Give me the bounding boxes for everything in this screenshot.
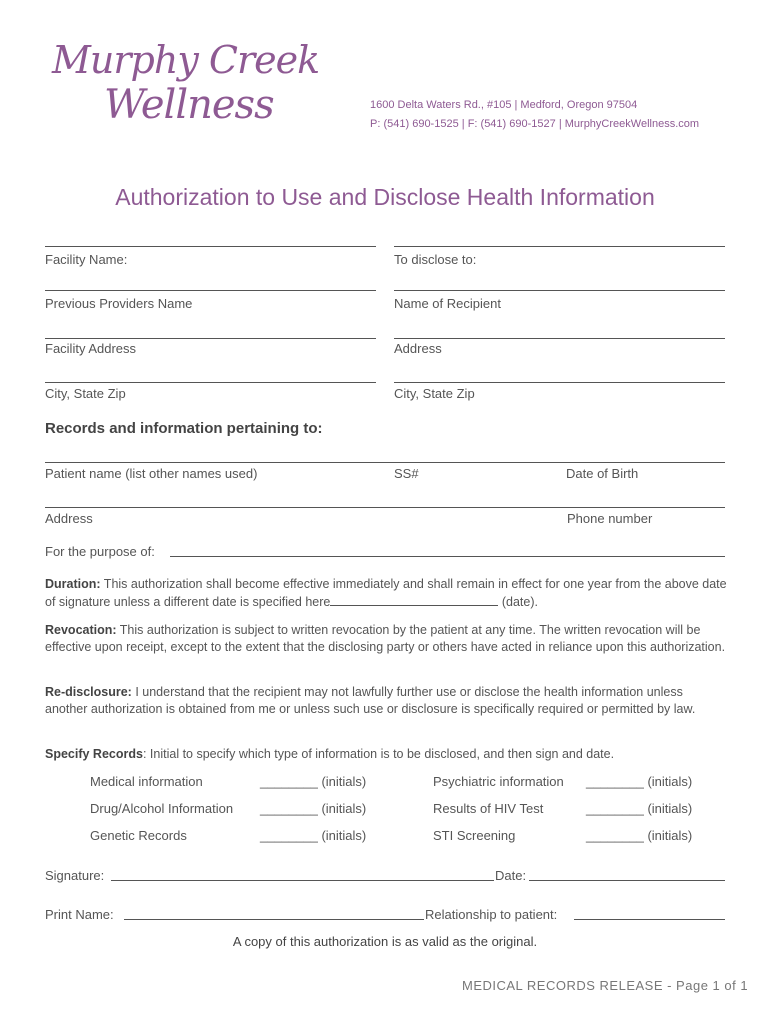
recipient-name-label: Name of Recipient (394, 296, 501, 311)
disclose-to-line[interactable] (394, 246, 725, 247)
revocation-label: Revocation: (45, 623, 117, 637)
facility-address-label: Facility Address (45, 341, 137, 356)
record-sti-initials[interactable]: ________ (initials) (586, 828, 693, 843)
records-heading: Records and information pertaining to: (45, 420, 323, 437)
redisclosure-text: I understand that the recipient may not lawfully further use or disclose the health information unless another authorization is obtained from me or unless such use or disclosure is specifically required or permitted by law. (45, 685, 696, 716)
relationship-line[interactable] (574, 919, 725, 920)
relationship-label: Relationship to patient: (425, 907, 558, 922)
specify-label: Specify Records (45, 747, 143, 761)
recipient-name-line[interactable] (394, 290, 725, 291)
duration-label: Duration: (45, 577, 101, 591)
disclose-to-label: To disclose to: (394, 252, 477, 267)
ssn-label: SS# (394, 466, 419, 481)
record-hiv-label: Results of HIV Test (433, 801, 544, 816)
facility-name-label: Facility Name: (45, 252, 128, 267)
print-name-line[interactable] (124, 919, 424, 920)
patient-address-line[interactable] (45, 507, 725, 508)
logo-murphy-creek: Murphy Creek (52, 38, 320, 82)
specify-paragraph (45, 746, 727, 763)
specify-text: : Initial to specify which type of information is to be disclosed, and then sign and date. (142, 747, 615, 761)
date-label: Date: (495, 868, 527, 883)
duration-date-suffix: (date). (498, 595, 538, 609)
facility-city-line[interactable] (45, 382, 376, 383)
record-drug-initials[interactable]: ________ (initials) (260, 801, 367, 816)
previous-provider-label: Previous Providers Name (45, 296, 193, 311)
facility-city-label: City, State Zip (45, 386, 126, 401)
date-line[interactable] (529, 880, 725, 881)
clinic-address: 1600 Delta Waters Rd., #105 | Medford, Oregon 97504 (370, 99, 638, 111)
patient-name-label: Patient name (list other names used) (45, 466, 258, 481)
redisclosure-label: Re-disclosure: (45, 685, 132, 699)
signature-line[interactable] (111, 880, 494, 881)
phone-number: (541) 690-1525 (383, 118, 459, 130)
purpose-line[interactable] (170, 556, 725, 557)
phone-number-label: Phone number (567, 511, 653, 526)
patient-line[interactable] (45, 462, 725, 463)
separator: | (461, 118, 465, 130)
record-medical-initials[interactable]: ________ (initials) (260, 774, 367, 789)
revocation-paragraph (45, 622, 727, 656)
patient-address-label: Address (45, 511, 93, 526)
duration-text: This authorization shall become effective immediately and shall remain in effect for one year from the above date of signature unless a different date is specified here (45, 577, 727, 609)
record-drug-label: Drug/Alcohol Information (90, 801, 234, 816)
record-hiv-initials[interactable]: ________ (initials) (586, 801, 693, 816)
page-footer: MEDICAL RECORDS RELEASE - Page 1 of 1 (462, 978, 749, 993)
fax-number: (541) 690-1527 (480, 118, 556, 130)
clinic-contact (370, 118, 699, 130)
copy-note: A copy of this authorization is as valid as the original. (232, 934, 538, 949)
record-psychiatric-label: Psychiatric information (433, 774, 564, 789)
recipient-address-label: Address (394, 341, 442, 356)
recipient-address-line[interactable] (394, 338, 725, 339)
redisclosure-paragraph (45, 684, 727, 718)
website-link[interactable]: MurphyCreekWellness.com (564, 118, 700, 130)
facility-address-line[interactable] (45, 338, 376, 339)
page-title: Authorization to Use and Disclose Health Information (115, 184, 655, 210)
previous-provider-line[interactable] (45, 290, 376, 291)
separator: | (558, 118, 562, 130)
duration-date-line[interactable] (330, 593, 498, 606)
fax-label: F: (467, 118, 478, 130)
purpose-label: For the purpose of: (45, 544, 155, 559)
record-sti-label: STI Screening (433, 828, 516, 843)
print-name-label: Print Name: (45, 907, 114, 922)
revocation-text: This authorization is subject to written revocation by the patient at any time. The written revocation will be effective upon receipt, except to the extent that the disclosing party or others have acted in reliance upon this authorization. (45, 623, 726, 654)
recipient-city-label: City, State Zip (394, 386, 475, 401)
logo-wellness: Wellness (104, 82, 274, 128)
duration-paragraph (45, 576, 727, 611)
recipient-city-line[interactable] (394, 382, 725, 383)
record-genetic-label: Genetic Records (90, 828, 187, 843)
record-medical-label: Medical information (90, 774, 203, 789)
facility-name-line[interactable] (45, 246, 376, 247)
record-psychiatric-initials[interactable]: ________ (initials) (586, 774, 693, 789)
phone-label: P: (370, 118, 381, 130)
record-genetic-initials[interactable]: ________ (initials) (260, 828, 367, 843)
signature-label: Signature: (45, 868, 105, 883)
dob-label: Date of Birth (566, 466, 639, 481)
